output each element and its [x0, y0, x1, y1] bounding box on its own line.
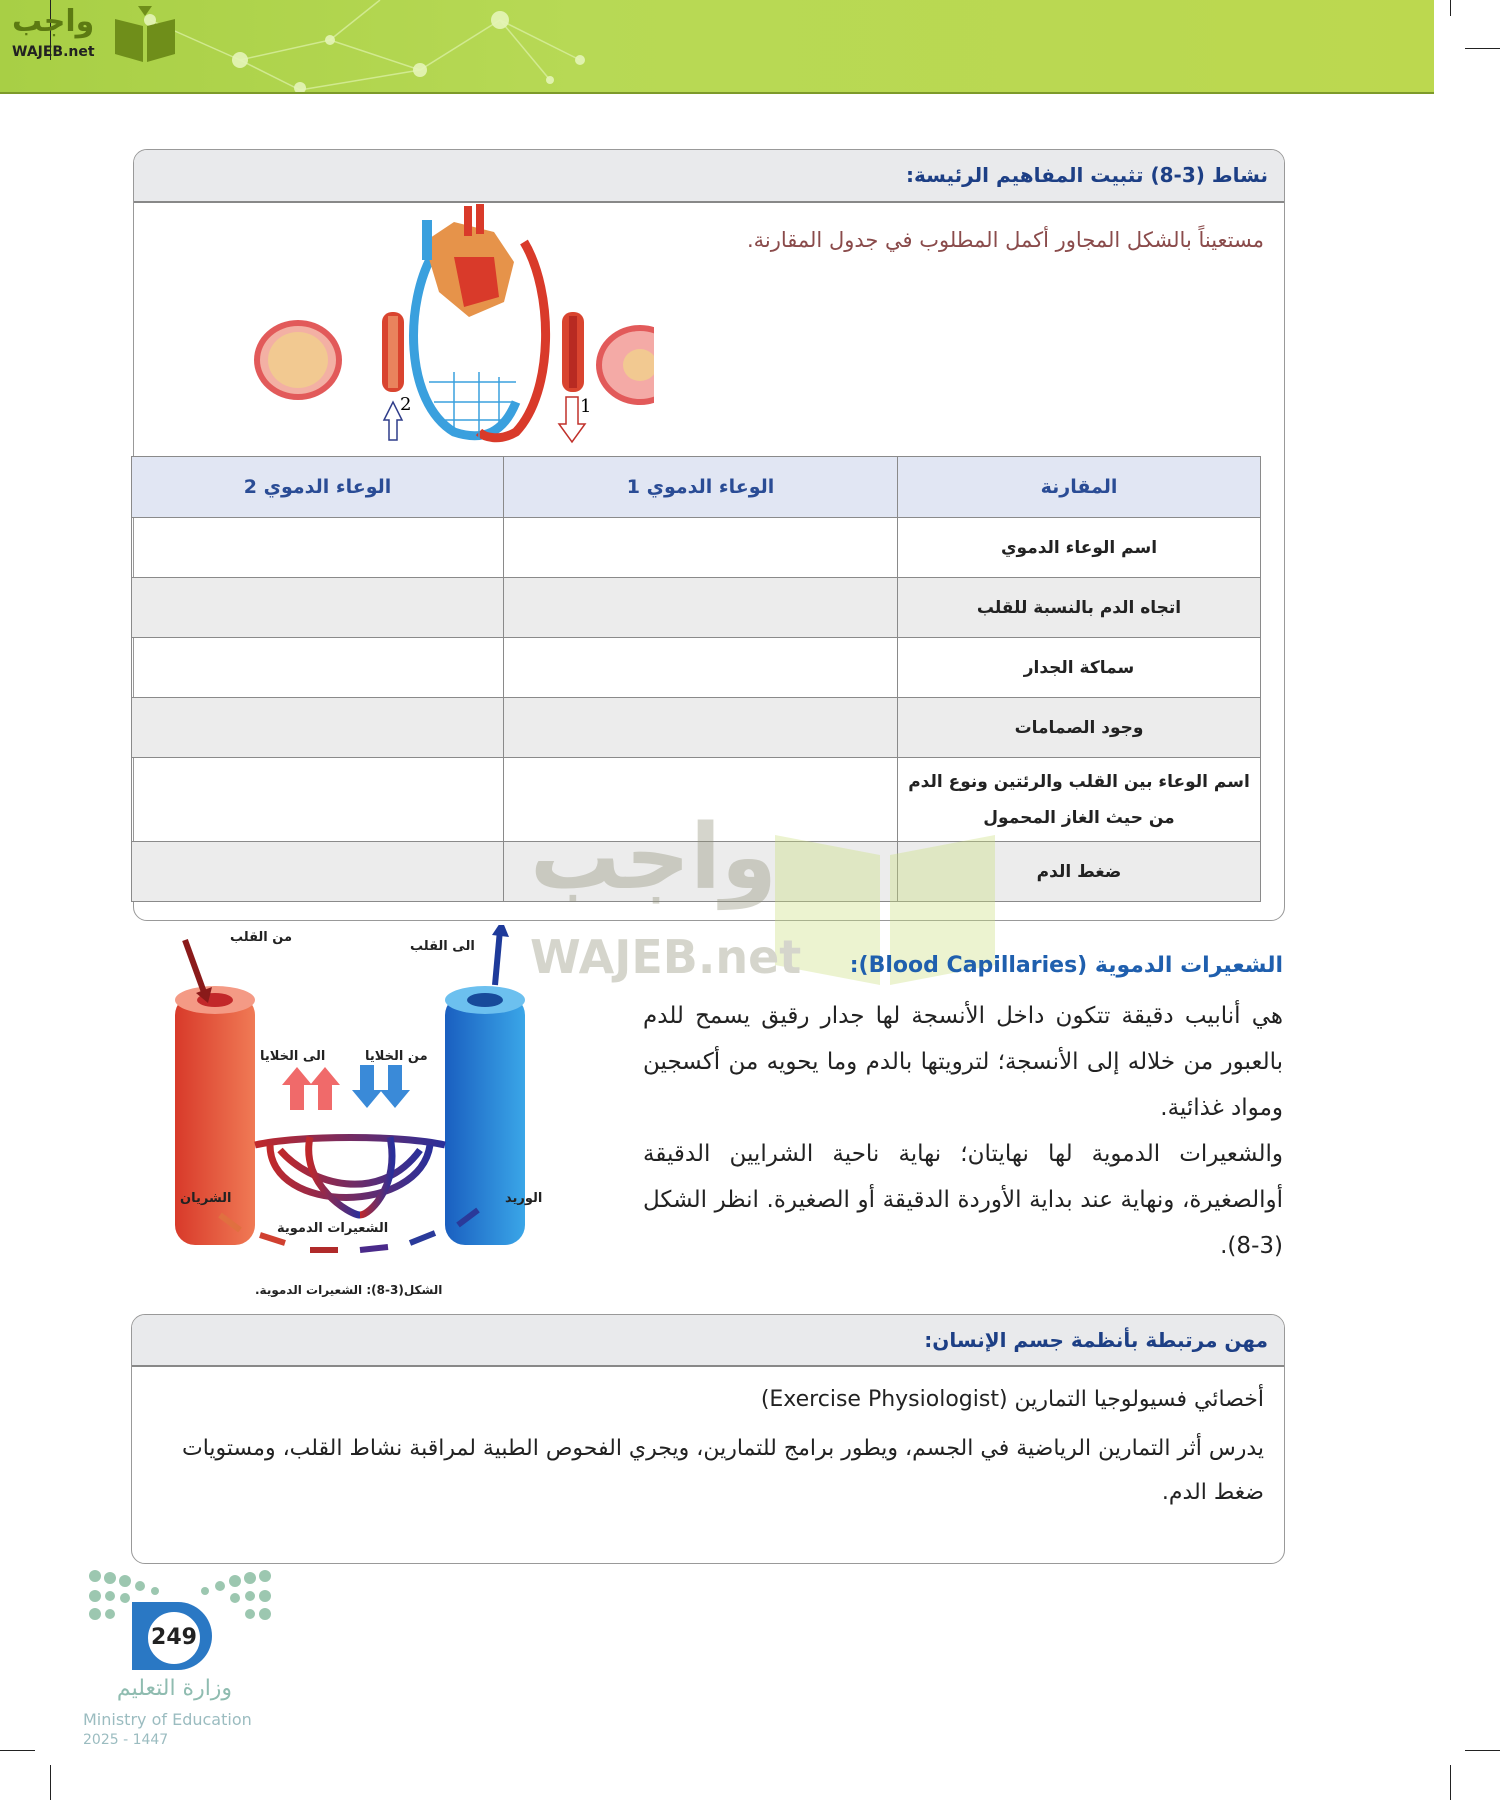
ministry-arabic: وزارة التعليم — [116, 1676, 233, 1701]
row-label: وجود الصمامات — [898, 698, 1261, 758]
vein-tube — [445, 995, 525, 1245]
table-row — [132, 638, 1261, 698]
answer-cell-vessel-2[interactable] — [132, 578, 504, 638]
label-vein: الوريد — [505, 1191, 543, 1206]
answer-cell-vessel-2[interactable] — [132, 638, 504, 698]
activity-title: نشاط (3-8) تثبيت المفاهيم الرئيسة: — [906, 163, 1268, 187]
artery-cross-section — [596, 325, 654, 405]
capillaries-figure — [160, 925, 570, 1305]
vessel-1-label: 1 — [580, 396, 592, 417]
crop-mark — [0, 1750, 35, 1751]
logo-arabic: واجب — [12, 4, 95, 39]
answer-cell-vessel-1[interactable] — [504, 842, 898, 902]
careers-header — [132, 1315, 1284, 1367]
label-to-heart: الى القلب — [410, 939, 475, 954]
capillaries-paragraph-2: والشعيرات الدموية لها نهايتان؛ نهاية ناحية الشرايين الدقيقة أوالصغيرة، ونهاية عند بداية الأوردة الدقيقة أو الصغيرة. انظر الشكل (3-8). — [643, 1141, 1283, 1259]
watermark-latin: WAJEB.net — [530, 930, 802, 984]
header-vessel-1: الوعاء الدموي 1 — [504, 457, 898, 518]
arrows-from-cells-icon — [352, 1065, 410, 1108]
answer-cell-vessel-1[interactable] — [504, 518, 898, 578]
header-banner — [0, 0, 1434, 94]
table-row — [132, 578, 1261, 638]
vein-cross-section — [254, 320, 342, 400]
wajeb-logo[interactable] — [10, 4, 190, 68]
table-row — [132, 698, 1261, 758]
circulation-figure — [254, 202, 654, 452]
activity-instruction: مستعيناً بالشكل المجاور أكمل المطلوب في جدول المقارنة. — [746, 228, 1264, 252]
capillary-network — [255, 1137, 445, 1215]
row-label: اتجاه الدم بالنسبة للقلب — [898, 578, 1261, 638]
label-from-cells: من الخلايا — [365, 1049, 428, 1064]
answer-cell-vessel-2[interactable] — [132, 698, 504, 758]
capillaries-paragraph-1: هي أنابيب دقيقة تتكون داخل الأنسجة لها جدار رقيق يسمح للدم بالعبور من خلاله إلى الأنسجة؛ لترويتها بالدم وما يحويه من أكسجين ومواد غذائية. — [643, 1003, 1283, 1121]
capillaries-text — [643, 993, 1283, 1269]
careers-box — [131, 1314, 1285, 1564]
career-job-title: أخصائي فسيولوجيا التمارين (Exercise Physiologist) — [760, 1387, 1264, 1412]
answer-cell-vessel-2[interactable] — [132, 758, 504, 842]
capillaries-illustration — [160, 925, 570, 1265]
ministry-english: Ministry of Education — [83, 1710, 252, 1729]
page-number: 249 — [146, 1610, 202, 1666]
answer-cell-vessel-1[interactable] — [504, 758, 898, 842]
arrows-to-cells-icon — [282, 1067, 340, 1110]
crop-mark — [50, 1765, 51, 1800]
row-label: اسم الوعاء الدموي — [898, 518, 1261, 578]
table-row — [132, 842, 1261, 902]
row-label: اسم الوعاء بين القلب والرئتين ونوع الدم من حيث الغاز المحمول — [898, 758, 1261, 842]
label-capillaries: الشعيرات الدموية — [277, 1221, 389, 1236]
crop-mark — [1465, 48, 1500, 49]
career-description: يدرس أثر التمارين الرياضية في الجسم، ويطور برامج للتمارين، ويجري الفحوص الطبية لمراقبة نشاط القلب، ومستويات ضغط الدم. — [182, 1436, 1264, 1505]
vessel-2-label: 2 — [400, 394, 412, 415]
header-comparison: المقارنة — [898, 457, 1261, 518]
answer-cell-vessel-1[interactable] — [504, 638, 898, 698]
label-artery: الشريان — [180, 1191, 232, 1206]
label-from-heart: من القلب — [230, 930, 293, 945]
book-icon — [110, 4, 180, 64]
comparison-table — [131, 456, 1261, 902]
ministry-logo — [80, 1562, 280, 1762]
crop-mark — [1450, 0, 1451, 16]
row-label: سماكة الجدار — [898, 638, 1261, 698]
careers-title: مهن مرتبطة بأنظمة جسم الإنسان: — [924, 1328, 1268, 1352]
crop-mark — [1450, 1765, 1451, 1800]
capillaries-heading: الشعيرات الدموية (Blood Capillaries): — [849, 953, 1283, 978]
header-vessel-2: الوعاء الدموي 2 — [132, 457, 504, 518]
row-label: ضغط الدم — [898, 842, 1261, 902]
logo-latin: WAJEB.net — [12, 44, 95, 60]
answer-cell-vessel-2[interactable] — [132, 842, 504, 902]
table-row — [132, 758, 1261, 842]
arrow-to-heart-icon — [495, 930, 500, 985]
crop-mark — [1465, 1750, 1500, 1751]
table-row — [132, 518, 1261, 578]
watermark-arabic: واجب — [530, 805, 777, 910]
answer-cell-vessel-1[interactable] — [504, 578, 898, 638]
label-to-cells: الى الخلايا — [260, 1049, 326, 1064]
arrow-from-heart-icon — [185, 940, 205, 995]
answer-cell-vessel-1[interactable] — [504, 698, 898, 758]
artery-tube — [175, 995, 255, 1245]
answer-cell-vessel-2[interactable] — [132, 518, 504, 578]
figure-caption: الشكل(3-8): الشعيرات الدموية. — [255, 1283, 443, 1297]
ministry-year: 2025 - 1447 — [83, 1732, 169, 1748]
table-header-row — [132, 457, 1261, 518]
activity-header — [134, 150, 1284, 203]
